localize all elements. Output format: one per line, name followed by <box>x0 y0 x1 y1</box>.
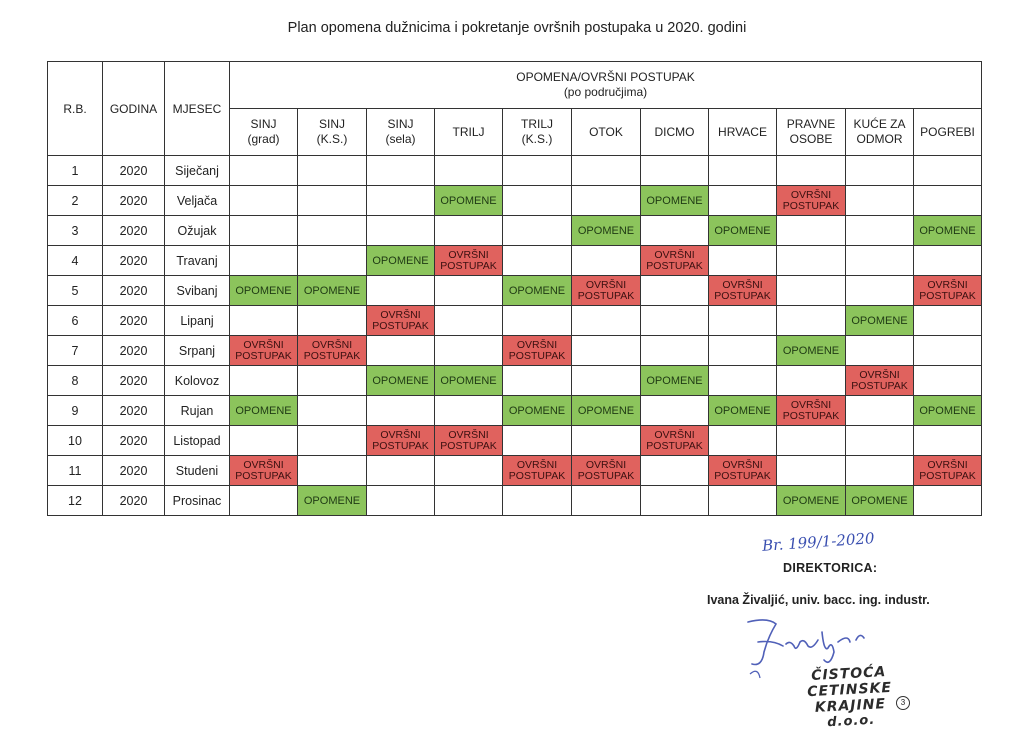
stamp-line3: d.o.o. <box>826 712 876 731</box>
ovrsni-line1: OVRŠNI <box>380 428 421 441</box>
row-month: Rujan <box>165 396 230 426</box>
opomene-cell: OPOMENE <box>846 486 914 516</box>
empty-cell <box>777 456 846 486</box>
row-month: Veljača <box>165 186 230 216</box>
ovrsni-line2: POSTUPAK <box>235 349 292 362</box>
ovrsni-line2: POSTUPAK <box>646 259 703 272</box>
header-area-line1: OTOK <box>589 124 623 139</box>
opomene-cell: OPOMENE <box>709 396 777 426</box>
ovrsni-line2: POSTUPAK <box>577 469 635 482</box>
empty-cell <box>641 216 709 246</box>
ovrsni-line1: OVRŠNI <box>859 368 900 381</box>
reference-number: Br. 199/1-2020 <box>761 529 876 555</box>
row-number: 4 <box>48 246 103 276</box>
empty-cell <box>846 396 914 426</box>
ovrsni-postupak-cell <box>435 246 503 276</box>
ovrsni-line2: POSTUPAK <box>782 199 840 212</box>
opomene-cell: OPOMENE <box>230 396 298 426</box>
empty-cell <box>572 336 641 366</box>
ovrsni-line1: OVRŠNI <box>790 398 832 411</box>
empty-cell <box>503 366 572 396</box>
empty-cell <box>846 426 914 456</box>
empty-cell <box>846 336 914 366</box>
header-area <box>572 109 641 156</box>
ovrsni-line1: OVRŠNI <box>654 428 695 441</box>
row-year: 2020 <box>103 396 165 426</box>
empty-cell <box>777 306 846 336</box>
empty-cell <box>914 156 982 186</box>
row-month: Svibanj <box>165 276 230 306</box>
row-number: 8 <box>48 366 103 396</box>
row-year: 2020 <box>103 456 165 486</box>
opomene-cell: OPOMENE <box>367 366 435 396</box>
ovrsni-line2: POSTUPAK <box>508 349 566 362</box>
empty-cell <box>777 246 846 276</box>
header-area-line2: OSOBE <box>789 132 833 146</box>
empty-cell <box>914 186 982 216</box>
header-area <box>435 109 503 156</box>
row-month: Kolovoz <box>165 366 230 396</box>
ovrsni-postupak-cell <box>914 456 982 486</box>
header-area <box>503 109 572 156</box>
empty-cell <box>435 216 503 246</box>
empty-cell <box>435 156 503 186</box>
empty-cell <box>367 396 435 426</box>
empty-cell <box>298 426 367 456</box>
header-area <box>641 109 709 156</box>
header-area-line2: ODMOR <box>856 132 903 146</box>
opomene-cell: OPOMENE <box>777 486 846 516</box>
ovrsni-postupak-cell <box>503 336 572 366</box>
header-area-line1: SINJ <box>387 117 414 131</box>
empty-cell <box>367 336 435 366</box>
empty-cell <box>709 246 777 276</box>
empty-cell <box>572 186 641 216</box>
ovrsni-line2: POSTUPAK <box>851 379 908 392</box>
ovrsni-line1: OVRŠNI <box>654 248 695 261</box>
empty-cell <box>846 216 914 246</box>
ovrsni-line2: POSTUPAK <box>577 289 635 302</box>
row-number: 7 <box>48 336 103 366</box>
header-mjesec: MJESEC <box>165 62 230 156</box>
ovrsni-line2: POSTUPAK <box>782 409 840 422</box>
empty-cell <box>777 156 846 186</box>
table-row <box>48 216 982 246</box>
ovrsni-line1: OVRŠNI <box>380 308 421 321</box>
empty-cell <box>230 216 298 246</box>
opomene-cell: OPOMENE <box>846 306 914 336</box>
empty-cell <box>298 186 367 216</box>
empty-cell <box>230 246 298 276</box>
row-number: 5 <box>48 276 103 306</box>
ovrsni-line1: OVRŠNI <box>311 338 353 351</box>
header-area-line1: POGREBI <box>920 124 975 139</box>
ovrsni-postupak-cell <box>709 456 777 486</box>
header-group-line1: OPOMENA/OVRŠNI POSTUPAK <box>516 70 695 84</box>
ovrsni-line1: OVRŠNI <box>448 428 489 441</box>
ovrsni-line1: OVRŠNI <box>516 338 558 351</box>
table-row <box>48 336 982 366</box>
ovrsni-line2: POSTUPAK <box>714 469 771 482</box>
row-year: 2020 <box>103 426 165 456</box>
stamp-line2: CETINSKE KRAJINE <box>806 679 893 716</box>
empty-cell <box>846 276 914 306</box>
ovrsni-line1: OVRŠNI <box>516 458 558 471</box>
header-area <box>230 109 298 156</box>
ovrsni-line1: OVRŠNI <box>585 278 627 291</box>
empty-cell <box>914 336 982 366</box>
ovrsni-postupak-cell <box>572 276 641 306</box>
ovrsni-line1: OVRŠNI <box>927 458 968 471</box>
plan-table <box>47 61 982 516</box>
ovrsni-postupak-cell <box>641 426 709 456</box>
ovrsni-postupak-cell <box>503 456 572 486</box>
header-area-line2: (K.S.) <box>521 132 553 146</box>
ovrsni-line1: OVRŠNI <box>448 248 489 261</box>
ovrsni-postupak-cell <box>435 426 503 456</box>
empty-cell <box>914 426 982 456</box>
table-row <box>48 486 982 516</box>
row-number: 2 <box>48 186 103 216</box>
row-year: 2020 <box>103 486 165 516</box>
empty-cell <box>572 306 641 336</box>
empty-cell <box>503 216 572 246</box>
ovrsni-postupak-cell <box>641 246 709 276</box>
table-row <box>48 366 982 396</box>
empty-cell <box>777 276 846 306</box>
ovrsni-postupak-cell <box>298 336 367 366</box>
header-area-line1: KUĆE ZA <box>853 117 906 131</box>
empty-cell <box>367 456 435 486</box>
row-number: 9 <box>48 396 103 426</box>
ovrsni-line1: OVRŠNI <box>243 458 284 471</box>
opomene-cell: OPOMENE <box>709 216 777 246</box>
empty-cell <box>846 456 914 486</box>
empty-cell <box>709 186 777 216</box>
row-month: Ožujak <box>165 216 230 246</box>
header-area <box>367 109 435 156</box>
empty-cell <box>641 336 709 366</box>
row-year: 2020 <box>103 216 165 246</box>
opomene-cell: OPOMENE <box>914 216 982 246</box>
empty-cell <box>503 426 572 456</box>
empty-cell <box>298 456 367 486</box>
empty-cell <box>709 366 777 396</box>
empty-cell <box>435 306 503 336</box>
empty-cell <box>641 456 709 486</box>
ovrsni-line2: POSTUPAK <box>508 469 566 482</box>
row-number: 12 <box>48 486 103 516</box>
opomene-cell: OPOMENE <box>914 396 982 426</box>
ovrsni-line2: POSTUPAK <box>919 289 976 302</box>
empty-cell <box>503 156 572 186</box>
ovrsni-postupak-cell <box>777 396 846 426</box>
header-area <box>846 109 914 156</box>
empty-cell <box>230 366 298 396</box>
header-area-line1: HRVACE <box>718 124 767 139</box>
row-month: Prosinac <box>165 486 230 516</box>
ovrsni-line2: POSTUPAK <box>235 469 292 482</box>
empty-cell <box>298 156 367 186</box>
empty-cell <box>572 486 641 516</box>
empty-cell <box>709 486 777 516</box>
row-number: 10 <box>48 426 103 456</box>
row-year: 2020 <box>103 336 165 366</box>
empty-cell <box>846 156 914 186</box>
opomene-cell: OPOMENE <box>435 186 503 216</box>
empty-cell <box>435 396 503 426</box>
empty-cell <box>777 426 846 456</box>
table-row <box>48 246 982 276</box>
row-number: 3 <box>48 216 103 246</box>
ovrsni-postupak-cell <box>709 276 777 306</box>
empty-cell <box>298 306 367 336</box>
empty-cell <box>709 306 777 336</box>
row-year: 2020 <box>103 246 165 276</box>
header-area-line2: (sela) <box>385 132 416 146</box>
header-area-line2: (K.S.) <box>316 132 348 146</box>
opomene-cell: OPOMENE <box>503 396 572 426</box>
empty-cell <box>503 306 572 336</box>
role-label: DIREKTORICA: <box>783 561 878 575</box>
empty-cell <box>777 216 846 246</box>
ovrsni-line1: OVRŠNI <box>243 338 284 351</box>
row-month: Studeni <box>165 456 230 486</box>
empty-cell <box>503 186 572 216</box>
opomene-cell: OPOMENE <box>572 396 641 426</box>
row-year: 2020 <box>103 156 165 186</box>
row-month: Srpanj <box>165 336 230 366</box>
empty-cell <box>914 246 982 276</box>
empty-cell <box>914 486 982 516</box>
header-area <box>914 109 982 156</box>
opomene-cell: OPOMENE <box>435 366 503 396</box>
stamp-number: 3 <box>896 696 910 710</box>
empty-cell <box>914 306 982 336</box>
ovrsni-postupak-cell <box>846 366 914 396</box>
empty-cell <box>572 366 641 396</box>
ovrsni-line2: POSTUPAK <box>646 439 703 452</box>
empty-cell <box>641 276 709 306</box>
ovrsni-postupak-cell <box>230 456 298 486</box>
opomene-cell: OPOMENE <box>367 246 435 276</box>
ovrsni-postupak-cell <box>367 426 435 456</box>
empty-cell <box>367 276 435 306</box>
header-group <box>230 62 982 109</box>
ovrsni-postupak-cell <box>367 306 435 336</box>
empty-cell <box>641 306 709 336</box>
empty-cell <box>641 396 709 426</box>
opomene-cell: OPOMENE <box>641 186 709 216</box>
header-group-line2: (po područjima) <box>563 85 648 99</box>
empty-cell <box>435 486 503 516</box>
empty-cell <box>435 276 503 306</box>
empty-cell <box>367 216 435 246</box>
header-area-line1: SINJ <box>250 117 277 131</box>
empty-cell <box>709 336 777 366</box>
empty-cell <box>435 336 503 366</box>
table-row <box>48 156 982 186</box>
table-row <box>48 306 982 336</box>
ovrsni-line1: OVRŠNI <box>790 188 832 201</box>
table-row <box>48 276 982 306</box>
ovrsni-line1: OVRŠNI <box>927 278 968 291</box>
empty-cell <box>230 186 298 216</box>
ovrsni-line1: OVRŠNI <box>585 458 627 471</box>
ovrsni-line2: POSTUPAK <box>714 289 771 302</box>
empty-cell <box>230 156 298 186</box>
empty-cell <box>298 216 367 246</box>
row-month: Travanj <box>165 246 230 276</box>
empty-cell <box>230 306 298 336</box>
empty-cell <box>298 396 367 426</box>
ovrsni-postupak-cell <box>777 186 846 216</box>
header-area-line1: PRAVNE <box>786 117 836 131</box>
empty-cell <box>503 246 572 276</box>
opomene-cell: OPOMENE <box>230 276 298 306</box>
empty-cell <box>367 156 435 186</box>
stamp-line1: ČISTOĆA <box>810 664 887 684</box>
header-rb: R.B. <box>48 62 103 156</box>
empty-cell <box>777 366 846 396</box>
header-area-line1: TRILJ <box>520 117 553 131</box>
row-number: 6 <box>48 306 103 336</box>
table-row <box>48 186 982 216</box>
row-month: Listopad <box>165 426 230 456</box>
signatory-name: Ivana Živaljić, univ. bacc. ing. industr. <box>707 593 930 607</box>
opomene-cell: OPOMENE <box>298 276 367 306</box>
ovrsni-line2: POSTUPAK <box>440 259 497 272</box>
empty-cell <box>572 156 641 186</box>
opomene-cell: OPOMENE <box>641 366 709 396</box>
ovrsni-line2: POSTUPAK <box>372 439 429 452</box>
row-number: 1 <box>48 156 103 186</box>
empty-cell <box>846 186 914 216</box>
row-month: Siječanj <box>165 156 230 186</box>
row-number: 11 <box>48 456 103 486</box>
empty-cell <box>709 156 777 186</box>
empty-cell <box>572 246 641 276</box>
row-year: 2020 <box>103 276 165 306</box>
empty-cell <box>230 426 298 456</box>
opomene-cell: OPOMENE <box>777 336 846 366</box>
header-area <box>709 109 777 156</box>
opomene-cell: OPOMENE <box>298 486 367 516</box>
row-year: 2020 <box>103 186 165 216</box>
header-area-line1: DICMO <box>654 124 695 139</box>
header-area-line2: (grad) <box>247 132 280 146</box>
empty-cell <box>230 486 298 516</box>
empty-cell <box>572 426 641 456</box>
ovrsni-postupak-cell <box>914 276 982 306</box>
row-year: 2020 <box>103 306 165 336</box>
empty-cell <box>846 246 914 276</box>
row-month: Lipanj <box>165 306 230 336</box>
ovrsni-line2: POSTUPAK <box>303 349 361 362</box>
empty-cell <box>298 366 367 396</box>
ovrsni-postupak-cell <box>230 336 298 366</box>
header-area <box>777 109 846 156</box>
header-area-line1: TRILJ <box>452 124 485 139</box>
opomene-cell: OPOMENE <box>572 216 641 246</box>
empty-cell <box>503 486 572 516</box>
empty-cell <box>367 186 435 216</box>
empty-cell <box>709 426 777 456</box>
header-godina: GODINA <box>103 62 165 156</box>
table-row <box>48 396 982 426</box>
empty-cell <box>298 246 367 276</box>
ovrsni-postupak-cell <box>572 456 641 486</box>
header-area-line1: SINJ <box>318 117 345 131</box>
ovrsni-line1: OVRŠNI <box>722 458 763 471</box>
empty-cell <box>367 486 435 516</box>
empty-cell <box>641 486 709 516</box>
table-row <box>48 456 982 486</box>
table-row <box>48 426 982 456</box>
empty-cell <box>435 456 503 486</box>
header-area <box>298 109 367 156</box>
opomene-cell: OPOMENE <box>503 276 572 306</box>
ovrsni-line2: POSTUPAK <box>440 439 497 452</box>
ovrsni-line1: OVRŠNI <box>722 278 763 291</box>
ovrsni-line2: POSTUPAK <box>372 319 429 332</box>
ovrsni-line2: POSTUPAK <box>919 469 976 482</box>
empty-cell <box>641 156 709 186</box>
row-year: 2020 <box>103 366 165 396</box>
empty-cell <box>914 366 982 396</box>
document-title: Plan opomena dužnicima i pokretanje ovršnih postupaka u 2020. godini <box>287 20 747 36</box>
